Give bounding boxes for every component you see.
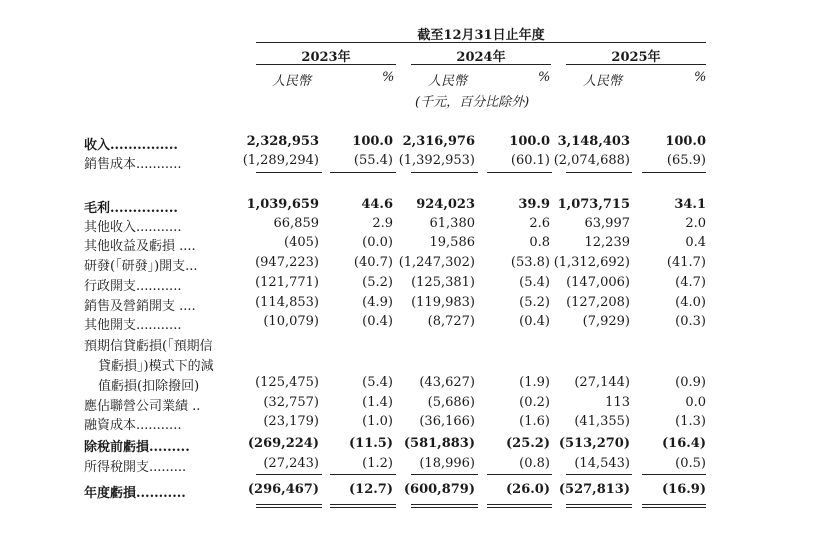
row-value: (4.9) [362,295,393,310]
row-value: (1.0) [362,414,393,429]
row-value: (125,381) [411,275,475,290]
row-value: 113 [605,395,630,410]
row-value: 2,328,953 [246,134,319,149]
row-value: 2.0 [685,216,706,231]
row-value: 44.6 [361,197,393,212]
row-value: (16.9) [662,482,706,497]
subtotal-rule [642,172,706,173]
subtotal-rule [411,172,478,173]
row-value: (5.4) [519,275,550,290]
row-value: (147,006) [566,275,630,290]
row-value: (14,543) [574,456,630,471]
row-value: (7,929) [582,314,630,329]
year-2025-header: 2025年 [611,50,661,65]
subtotal-rule [566,172,632,173]
year-2023-rule [256,64,396,65]
total-double-rule [256,507,322,508]
row-label: 融資成本........... [84,418,182,433]
row-value: (5.2) [362,275,393,290]
row-value: 924,023 [416,197,475,212]
row-value: 61,380 [429,216,475,231]
row-value: (1,247,302) [398,255,475,270]
header-rule [256,42,706,43]
row-value: (0.0) [362,235,393,250]
row-value: 2,316,976 [402,134,475,149]
row-value: 39.9 [518,197,550,212]
row-label: 貸虧損」)模式下的減 [98,359,214,374]
row-label: 應佔聯營公司業績 .. [84,399,201,414]
row-value: (947,223) [255,255,319,270]
row-value: (4.0) [675,295,706,310]
percent-label-2023: % [382,70,395,85]
row-value: (65.9) [666,153,706,168]
row-label: 行政開支........... [84,279,182,294]
subtotal-rule [256,172,322,173]
row-value: (60.1) [510,153,550,168]
subtotal-rule [642,474,706,475]
row-value: (0.5) [675,456,706,471]
row-value: (127,208) [566,295,630,310]
row-value: 0.4 [685,235,706,250]
row-label: 所得稅開支......... [84,460,187,475]
row-value: (527,813) [558,482,630,497]
row-value: (27,144) [574,375,630,390]
row-value: (2,074,688) [553,153,630,168]
percent-label-2025: % [694,70,707,85]
row-label: 毛利............... [84,201,178,216]
subtotal-rule [566,474,632,475]
row-value: (12.7) [349,482,393,497]
row-value: (27,243) [263,456,319,471]
total-double-rule [487,507,552,508]
row-value: (36,166) [419,414,475,429]
row-value: (269,224) [247,436,319,451]
row-value: (8,727) [427,314,475,329]
row-label: 銷售及營銷開支 .... [84,299,196,314]
total-double-rule [642,507,706,508]
row-value: 12,239 [584,235,630,250]
subtotal-rule [487,474,552,475]
row-value: (114,853) [255,295,319,310]
row-value: (1.2) [362,456,393,471]
row-value: (0.2) [519,395,550,410]
subtotal-rule [487,172,552,173]
row-value: (4.7) [675,275,706,290]
row-value: (0.8) [519,456,550,471]
year-2023-header: 2023年 [301,50,351,65]
subtotal-rule [330,474,396,475]
row-label: 銷售成本........... [84,157,182,172]
row-value: 3,148,403 [557,134,630,149]
row-value: (1,289,294) [242,153,319,168]
row-label: 預期信貸虧損(「預期信 [84,339,213,354]
row-value: (600,879) [403,482,475,497]
row-value: (53.8) [510,255,550,270]
currency-label-2025: 人民幣 [583,74,623,89]
row-value: (43,627) [419,375,475,390]
row-value: 63,997 [584,216,630,231]
row-value: (0.3) [675,314,706,329]
row-value: 100.0 [352,134,393,149]
subtotal-rule [566,504,632,505]
row-label: 值虧損(扣除撥回) [98,379,200,394]
unit-note: (千元，百分比除外) [415,95,530,110]
row-value: 100.0 [665,134,706,149]
row-value: (11.5) [349,436,393,451]
row-value: 66,859 [273,216,319,231]
year-2024-header: 2024年 [456,50,506,65]
period-header: 截至12月31日止年度 [417,28,545,43]
row-value: (5,686) [427,395,475,410]
total-double-rule [411,507,478,508]
row-value: (1,392,953) [398,153,475,168]
row-value: 1,073,715 [557,197,630,212]
row-value: (41,355) [574,414,630,429]
row-value: (513,270) [558,436,630,451]
row-value: (1,312,692) [553,255,630,270]
subtotal-rule [256,504,322,505]
row-value: (0.4) [519,314,550,329]
total-double-rule [566,507,632,508]
row-value: (1.9) [519,375,550,390]
currency-label-2023: 人民幣 [272,74,312,89]
row-value: 2.9 [372,216,393,231]
row-value: (26.0) [506,482,550,497]
row-label: 年度虧損........... [84,486,186,501]
row-value: 34.1 [674,197,706,212]
subtotal-rule [642,504,706,505]
row-value: (10,079) [263,314,319,329]
subtotal-rule [330,172,396,173]
row-value: (121,771) [255,275,319,290]
row-value: (16.4) [662,436,706,451]
row-label: 其他開支........... [84,318,182,333]
row-label: 收入............... [84,138,178,153]
row-value: (5.2) [519,295,550,310]
year-2025-rule [566,64,706,65]
row-value: (18,996) [419,456,475,471]
row-value: (0.9) [675,375,706,390]
row-value: (405) [284,235,319,250]
row-value: (1.3) [675,414,706,429]
row-value: (25.2) [506,436,550,451]
row-label: 其他收益及虧損 .... [84,239,196,254]
row-value: (41.7) [666,255,706,270]
row-value: 0.0 [685,395,706,410]
row-value: (296,467) [247,482,319,497]
row-value: 100.0 [509,134,550,149]
subtotal-rule [411,504,478,505]
subtotal-rule [411,474,478,475]
row-value: (55.4) [353,153,393,168]
row-value: (125,475) [255,375,319,390]
row-value: 1,039,659 [246,197,319,212]
currency-label-2024: 人民幣 [428,74,468,89]
row-value: (581,883) [403,436,475,451]
row-value: (40.7) [353,255,393,270]
row-value: (5.4) [362,375,393,390]
subtotal-rule [256,474,322,475]
row-value: (119,983) [411,295,475,310]
row-value: 19,586 [429,235,475,250]
row-value: (32,757) [263,395,319,410]
total-double-rule [330,507,396,508]
row-value: 2.6 [529,216,550,231]
row-label: 其他收入........... [84,220,182,235]
row-label: 除稅前虧損......... [84,440,190,455]
year-2024-rule [411,64,551,65]
percent-label-2024: % [538,70,551,85]
subtotal-rule [330,504,396,505]
row-value: 0.8 [529,235,550,250]
subtotal-rule [487,504,552,505]
row-value: (23,179) [263,414,319,429]
row-value: (0.4) [362,314,393,329]
row-value: (1.4) [362,395,393,410]
row-value: (1.6) [519,414,550,429]
row-label: 研發(「研發」)開支... [84,259,198,274]
